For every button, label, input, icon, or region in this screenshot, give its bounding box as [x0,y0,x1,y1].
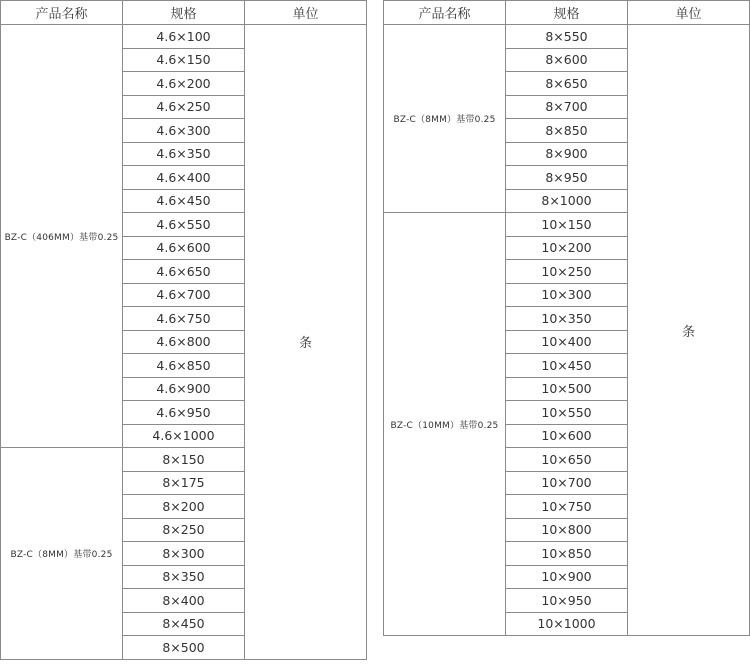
spec-cell: 8×450 [123,612,245,636]
spec-cell: 10×150 [506,213,628,237]
product-name-cell: BZ-C（10MM）基带0.25 [384,213,506,636]
spec-cell: 4.6×600 [123,236,245,260]
spec-table-left-body [1,1,367,660]
spec-cell: 10×450 [506,354,628,378]
product-name-cell: BZ-C（406MM）基带0.25 [1,25,123,448]
spec-cell: 4.6×150 [123,48,245,72]
spec-cell: 8×1000 [506,189,628,213]
spec-cell: 4.6×750 [123,307,245,331]
spec-cell: 4.6×850 [123,354,245,378]
spec-cell: 4.6×250 [123,95,245,119]
spec-cell: 4.6×800 [123,330,245,354]
spec-cell: 8×350 [123,565,245,589]
spec-cell: 8×550 [506,25,628,49]
spec-cell: 8×500 [123,636,245,660]
spec-cell: 4.6×900 [123,377,245,401]
spec-cell: 10×750 [506,495,628,519]
spec-cell: 10×850 [506,542,628,566]
spec-cell: 10×350 [506,307,628,331]
spec-cell: 4.6×300 [123,119,245,143]
spec-cell: 8×300 [123,542,245,566]
header-spec: 规格 [506,1,628,25]
spec-table-right-body [384,1,750,636]
spec-cell: 8×600 [506,48,628,72]
spec-cell: 8×150 [123,448,245,472]
unit-cell: 条 [245,25,367,660]
spec-cell: 4.6×650 [123,260,245,284]
header-unit: 单位 [628,1,750,25]
spec-cell: 4.6×550 [123,213,245,237]
spec-cell: 8×850 [506,119,628,143]
spec-cell: 10×800 [506,518,628,542]
spec-cell: 10×650 [506,448,628,472]
spec-cell: 4.6×450 [123,189,245,213]
header-product-name: 产品名称 [384,1,506,25]
spec-cell: 4.6×950 [123,401,245,425]
spec-cell: 4.6×700 [123,283,245,307]
spec-cell: 4.6×350 [123,142,245,166]
spec-cell: 8×175 [123,471,245,495]
spec-table-left [0,0,367,660]
header-unit: 单位 [245,1,367,25]
spec-cell: 4.6×1000 [123,424,245,448]
spec-cell: 10×550 [506,401,628,425]
spec-cell: 8×700 [506,95,628,119]
unit-cell: 条 [628,25,750,636]
spec-cell: 10×700 [506,471,628,495]
spec-cell: 8×650 [506,72,628,96]
product-name-cell: BZ-C（8MM）基带0.25 [384,25,506,213]
spec-cell: 8×400 [123,589,245,613]
spec-cell: 10×250 [506,260,628,284]
header-spec: 规格 [123,1,245,25]
header-product-name: 产品名称 [1,1,123,25]
spec-cell: 10×500 [506,377,628,401]
spec-cell: 10×300 [506,283,628,307]
header-row [384,1,750,25]
product-name-cell: BZ-C（8MM）基带0.25 [1,448,123,660]
table-row [1,25,367,49]
spec-cell: 8×900 [506,142,628,166]
spec-cell: 10×600 [506,424,628,448]
table-row [384,25,750,49]
spec-cell: 4.6×400 [123,166,245,190]
spec-cell: 8×950 [506,166,628,190]
spec-cell: 10×400 [506,330,628,354]
spec-cell: 8×200 [123,495,245,519]
spec-cell: 10×1000 [506,612,628,636]
spec-cell: 8×250 [123,518,245,542]
spec-table-right [383,0,750,636]
spec-cell: 10×950 [506,589,628,613]
spec-cell: 10×900 [506,565,628,589]
spec-cell: 4.6×200 [123,72,245,96]
header-row [1,1,367,25]
spec-cell: 4.6×100 [123,25,245,49]
spec-cell: 10×200 [506,236,628,260]
